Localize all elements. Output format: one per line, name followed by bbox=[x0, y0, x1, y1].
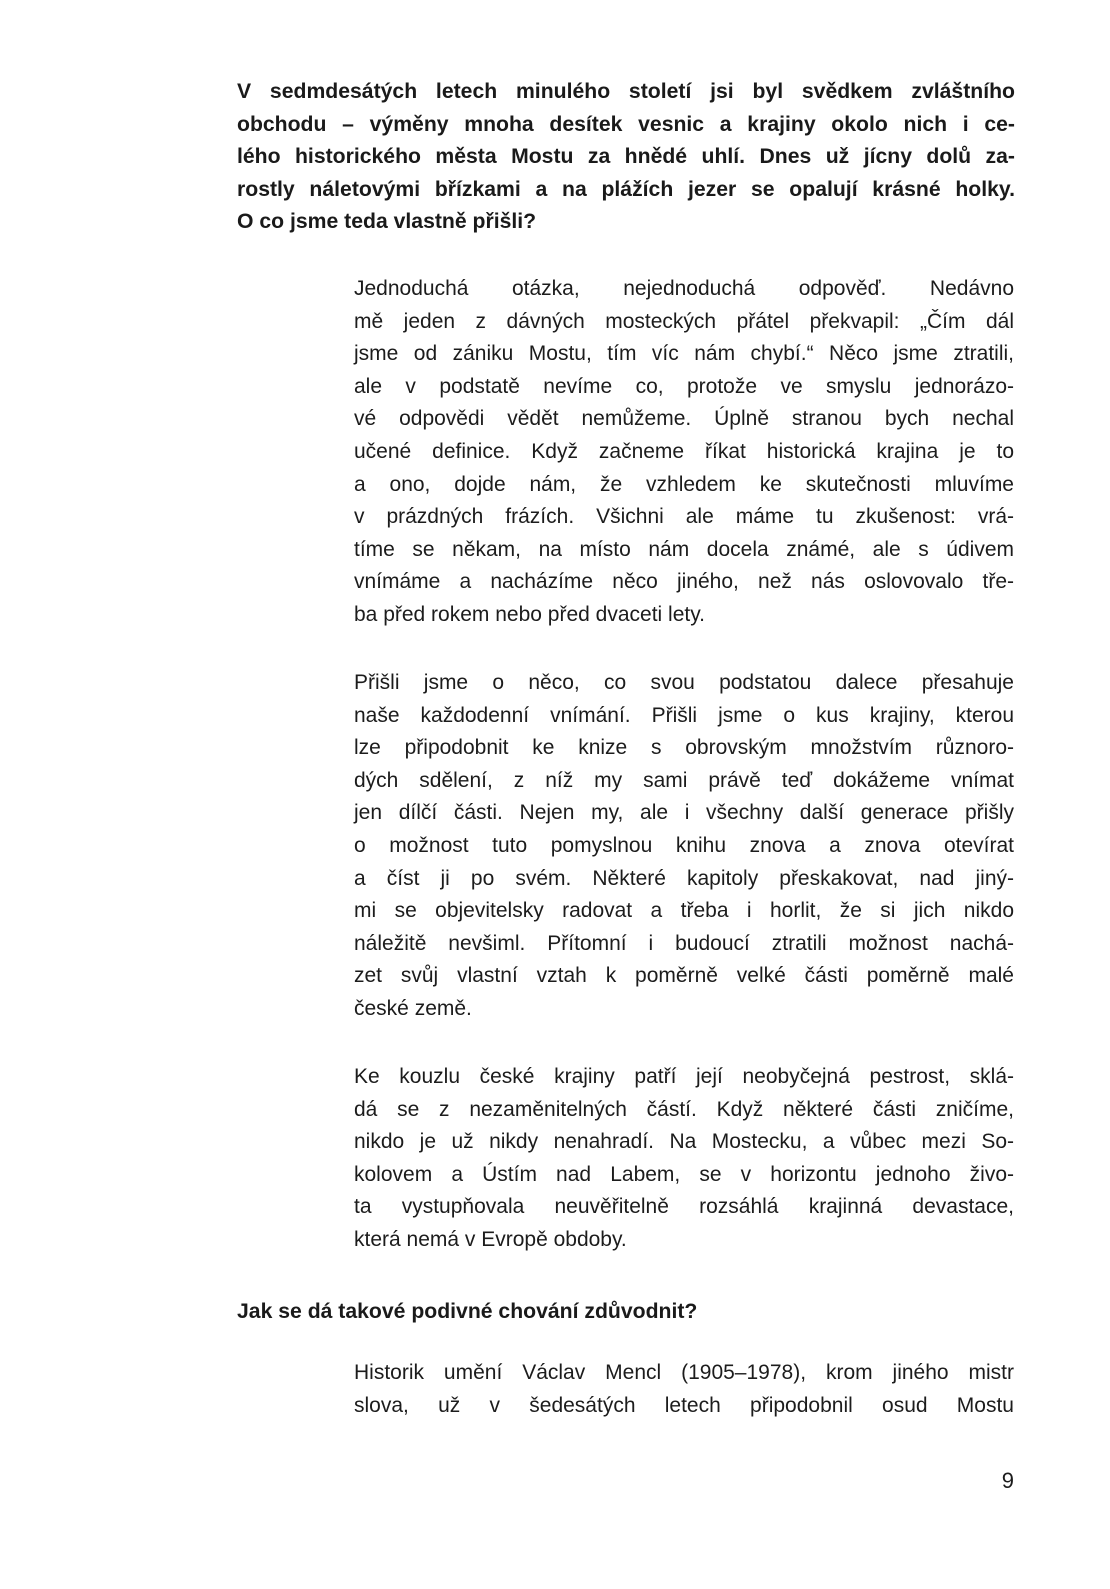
text-line: dých sdělení, z níž my sami právě teď dokážeme vnímat bbox=[354, 768, 1014, 792]
text-line: ba před rokem nebo před dvaceti lety. bbox=[354, 602, 705, 626]
text-line: mě jeden z dávných mosteckých přátel překvapil: „Čím dál bbox=[354, 309, 1014, 333]
answer-paragraph-2 bbox=[354, 667, 1014, 1026]
text-line: v prázdných frázích. Všichni ale máme tu zkušenost: vrá- bbox=[354, 505, 1014, 529]
text-line: tíme se někam, na místo nám docela známé, ale s údivem bbox=[354, 537, 1014, 561]
text-line: O co jsme teda vlastně přišli? bbox=[237, 210, 537, 234]
text-line: vnímáme a nacházíme něco jiného, než nás oslovovalo tře- bbox=[354, 570, 1014, 594]
text-line: obchodu – výměny mnoha desítek vesnic a krajiny okolo nich i ce- bbox=[237, 112, 1015, 136]
answer-paragraph-4 bbox=[354, 1357, 1014, 1422]
text-line: která nemá v Evropě obdoby. bbox=[354, 1227, 627, 1251]
text-line: ale v podstatě nevíme co, protože ve smyslu jednorázo- bbox=[354, 374, 1014, 398]
text-line: jen dílčí části. Nejen my, ale i všechny další generace přišly bbox=[354, 801, 1014, 825]
text-line: slova, už v šedesátých letech připodobnil osud Mostu bbox=[354, 1393, 1014, 1417]
interview-question-1 bbox=[237, 76, 1015, 239]
text-line: vé odpovědi vědět nemůžeme. Úplně stranou bych nechal bbox=[354, 407, 1014, 431]
text-line: mi se objevitelsky radovat a třeba i horlit, že si jich nikdo bbox=[354, 899, 1014, 923]
text-line: české země. bbox=[354, 996, 472, 1020]
text-line: Přišli jsme o něco, co svou podstatou dalece přesahuje bbox=[354, 671, 1014, 694]
text-line: zet svůj vlastní vztah k poměrně velké části poměrně malé bbox=[354, 964, 1014, 988]
text-line: Historik umění Václav Mencl (1905–1978), krom jiného mistr bbox=[354, 1361, 1014, 1384]
text-line: ta vystupňovala neuvěřitelně rozsáhlá krajinná devastace, bbox=[354, 1195, 1014, 1219]
text-line: lého historického města Mostu za hnědé uhlí. Dnes už jícny dolů za- bbox=[237, 145, 1015, 169]
text-line: a číst ji po svém. Některé kapitoly přeskakovat, nad jiný- bbox=[354, 866, 1014, 890]
text-line: lze připodobnit ke knize s obrovským množstvím různoro- bbox=[354, 736, 1014, 760]
text-line: Jednoduchá otázka, nejednoduchá odpověď. Nedávno bbox=[354, 277, 1014, 300]
text-line: jsme od zániku Mostu, tím víc nám chybí.“ Něco jsme ztratili, bbox=[354, 342, 1014, 366]
text-line: naše každodenní vnímání. Přišli jsme o kus krajiny, kterou bbox=[354, 703, 1014, 727]
text-line: o možnost tuto pomyslnou knihu znova a znova otevírat bbox=[354, 833, 1014, 857]
text-line: dá se z nezaměnitelných částí. Když některé části zničíme, bbox=[354, 1097, 1014, 1121]
text-line: a ono, dojde nám, že vzhledem ke skutečnosti mluvíme bbox=[354, 472, 1014, 496]
text-line: učené definice. Když začneme říkat historická krajina je to bbox=[354, 439, 1014, 463]
text-line: kolovem a Ústím nad Labem, se v horizontu jednoho živo- bbox=[354, 1162, 1014, 1186]
answer-paragraph-1 bbox=[354, 273, 1014, 632]
text-line: Ke kouzlu české krajiny patří její neobyčejná pestrost, sklá- bbox=[354, 1065, 1014, 1088]
text-line: náležitě nevšiml. Přítomní i budoucí ztratili možnost nachá- bbox=[354, 931, 1014, 955]
interview-question-2 bbox=[237, 1296, 1015, 1329]
text-line: V sedmdesátých letech minulého století jsi byl svědkem zvláštního bbox=[237, 80, 1015, 103]
text-line: rostly náletovými břízkami a na plážích jezer se opalují krásné holky. bbox=[237, 177, 1015, 201]
page-number: 9 bbox=[1001, 1468, 1014, 1493]
text-line: nikdo je už nikdy nenahradí. Na Mostecku, a vůbec mezi So- bbox=[354, 1130, 1014, 1154]
answer-paragraph-3 bbox=[354, 1061, 1014, 1257]
text-line: Jak se dá takové podivné chování zdůvodnit? bbox=[237, 1300, 698, 1323]
